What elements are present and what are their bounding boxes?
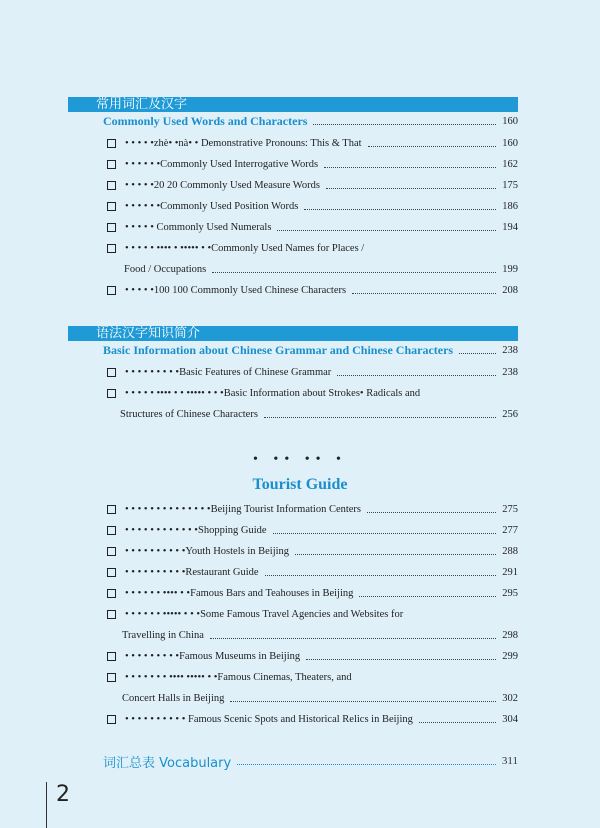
toc-entry[interactable] [107, 606, 518, 622]
checkbox-icon [107, 652, 116, 661]
toc-entry[interactable] [107, 648, 518, 664]
margin-rule [46, 782, 47, 828]
entry-text: • • • • • • • • • • • •Shopping Guide [125, 524, 267, 536]
entry-text: Concert Halls in Beijing [122, 692, 225, 704]
page-ref: 160 [502, 137, 518, 149]
page-ref: 175 [502, 179, 518, 191]
checkbox-icon [107, 589, 116, 598]
leader-dots [326, 182, 496, 189]
section-band-common-words: 常用词汇及汉字 [68, 97, 518, 112]
section-band-grammar: 语法汉字知识简介 [68, 326, 518, 341]
page-ref: 256 [502, 408, 518, 420]
toc-entry-continuation[interactable] [122, 627, 518, 643]
entry-text: Structures of Chinese Characters [120, 408, 258, 420]
entry-text: • • • • •zhè• •nà• • Demonstrative Pronouns: This & That [125, 137, 362, 149]
entry-text: • • • • • • • • •Famous Museums in Beijing [125, 650, 301, 662]
page-ref: 302 [502, 692, 518, 704]
leader-dots [352, 287, 496, 294]
section-title: Commonly Used Words and Characters [103, 113, 308, 128]
section-title: Basic Information about Chinese Grammar and Chinese Characters [103, 342, 454, 357]
section-title-row-grammar [103, 342, 518, 358]
toc-entry[interactable] [107, 501, 518, 517]
page-ref: 311 [501, 755, 518, 767]
checkbox-icon [107, 715, 116, 724]
leader-dots [264, 411, 496, 418]
leader-dots [273, 527, 497, 534]
page-ref: 194 [502, 221, 518, 233]
page-ref: 277 [502, 524, 518, 536]
entry-text: Food / Occupations [124, 263, 207, 275]
toc-entry[interactable] [107, 564, 518, 580]
checkbox-icon [107, 547, 116, 556]
toc-entry[interactable] [107, 669, 518, 685]
leader-dots [306, 653, 496, 660]
entry-text: • • • • • •Commonly Used Position Words [125, 200, 299, 212]
checkbox-icon [107, 223, 116, 232]
entry-text: • • • • • • • •••• ••••• • •Famous Cinemas, Theaters, and [125, 671, 352, 683]
toc-entry[interactable] [107, 364, 518, 380]
entry-text: • • • • • • ••••• • • •Some Famous Travel Agencies and Websites for [125, 608, 404, 620]
leader-dots [359, 590, 496, 597]
leader-dots [295, 548, 496, 555]
entry-text: • • • • • •••• • • ••••• • • •Basic Information about Strokes• Radicals and [125, 387, 421, 399]
toc-entry[interactable] [107, 177, 518, 193]
leader-dots [277, 224, 496, 231]
entry-text: • • • • • • • • •Basic Features of Chinese Grammar [125, 366, 332, 378]
leader-dots [230, 695, 496, 702]
entry-text: • • • • • •Commonly Used Interrogative Words [125, 158, 319, 170]
entry-text: Travelling in China [122, 629, 204, 641]
checkbox-icon [107, 368, 116, 377]
leader-dots [237, 758, 496, 765]
entry-text: • • • • • • • • • • • • • •Beijing Tourist Information Centers [125, 503, 362, 515]
toc-entry[interactable] [107, 240, 518, 256]
toc-entry[interactable] [107, 522, 518, 538]
entry-text: • • • • • Commonly Used Numerals [125, 221, 272, 233]
page-ref: 186 [502, 200, 518, 212]
page-ref: 298 [502, 629, 518, 641]
checkbox-icon [107, 286, 116, 295]
toc-entry[interactable] [107, 156, 518, 172]
checkbox-icon [107, 202, 116, 211]
checkbox-icon [107, 526, 116, 535]
vocabulary-entry[interactable] [103, 752, 518, 770]
entry-text: • • • • •20 20 Commonly Used Measure Words [125, 179, 320, 191]
page-ref: 291 [502, 566, 518, 578]
page-ref: 304 [502, 713, 518, 725]
entry-text: • • • • • • • • • •Restaurant Guide [125, 566, 259, 578]
checkbox-icon [107, 139, 116, 148]
entry-text: • • • • • • • • • •Youth Hostels in Beijing [125, 545, 290, 557]
toc-entry[interactable] [107, 198, 518, 214]
page-ref: 238 [502, 366, 518, 378]
leader-dots [210, 632, 496, 639]
toc-entry[interactable] [107, 385, 518, 401]
leader-dots [367, 506, 496, 513]
leader-dots [368, 140, 497, 147]
leader-dots [324, 161, 496, 168]
toc-entry[interactable] [107, 543, 518, 559]
checkbox-icon [107, 389, 116, 398]
toc-entry[interactable] [107, 282, 518, 298]
page-ref: 299 [502, 650, 518, 662]
checkbox-icon [107, 673, 116, 682]
page-ref: 275 [502, 503, 518, 515]
section-separator: • •• •• • [253, 452, 347, 467]
entry-text: • • • • • • •••• • •Famous Bars and Teahouses in Beijing [125, 587, 354, 599]
entry-text: • • • • •100 100 Commonly Used Chinese Characters [125, 284, 347, 296]
entry-text: • • • • • • • • • • Famous Scenic Spots and Historical Relics in Beijing [125, 713, 413, 725]
leader-dots [337, 369, 496, 376]
checkbox-icon [107, 505, 116, 514]
tourist-guide-title: Tourist Guide [252, 476, 348, 493]
checkbox-icon [107, 181, 116, 190]
leader-dots [313, 118, 496, 125]
checkbox-icon [107, 160, 116, 169]
toc-entry-continuation[interactable] [120, 406, 518, 422]
page-ref: 160 [502, 115, 518, 127]
section-title-row-common-words [103, 113, 518, 129]
leader-dots [419, 716, 496, 723]
leader-dots [304, 203, 496, 210]
leader-dots [459, 347, 496, 354]
page-ref: 199 [502, 263, 518, 275]
vocabulary-label: 词汇总表 Vocabulary [103, 755, 232, 771]
toc-entry[interactable] [107, 135, 518, 151]
toc-entry[interactable] [107, 219, 518, 235]
page-ref: 162 [502, 158, 518, 170]
page-ref: 208 [502, 284, 518, 296]
page-ref: 288 [502, 545, 518, 557]
checkbox-icon [107, 610, 116, 619]
leader-dots [265, 569, 497, 576]
page-number: 2 [56, 782, 70, 807]
page-ref: 238 [502, 344, 518, 356]
toc-entry-continuation[interactable] [122, 690, 518, 706]
toc-entry[interactable] [107, 585, 518, 601]
toc-entry[interactable] [107, 711, 518, 727]
leader-dots [212, 266, 496, 273]
checkbox-icon [107, 568, 116, 577]
checkbox-icon [107, 244, 116, 253]
page-ref: 295 [502, 587, 518, 599]
toc-entry-continuation[interactable] [124, 261, 518, 277]
entry-text: • • • • • •••• • ••••• • •Commonly Used Names for Places / [125, 242, 365, 254]
